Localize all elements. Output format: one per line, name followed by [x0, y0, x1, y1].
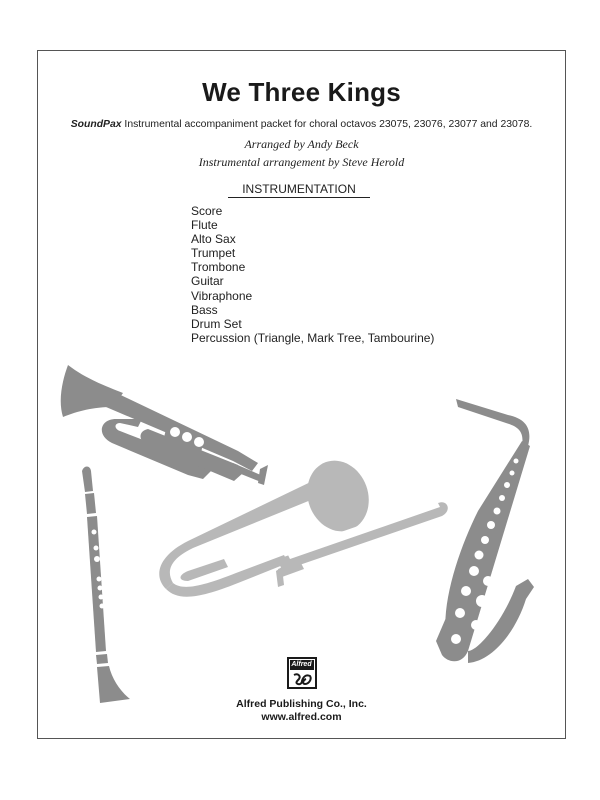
- alfred-logo: [287, 657, 317, 689]
- trumpet-icon: [61, 365, 268, 485]
- list-item: Guitar: [191, 274, 224, 289]
- product-description-text: Instrumental accompaniment packet for choral octavos 23075, 23076, 23077 and 23078.: [121, 119, 533, 130]
- list-item: Flute: [191, 218, 218, 233]
- list-item: Alto Sax: [191, 232, 236, 247]
- publisher-block: [38, 657, 565, 724]
- arranger-credit: Arranged by Andy Beck: [244, 137, 359, 151]
- publisher-url[interactable]: www.alfred.com: [261, 711, 342, 723]
- product-description: [38, 119, 565, 130]
- list-item: Vibraphone: [191, 288, 253, 303]
- song-title: We Three Kings: [202, 77, 401, 107]
- instrumentation-list: [191, 204, 434, 345]
- instrumental-arranger-credit: Instrumental arrangement by Steve Herold: [198, 155, 405, 169]
- cover-frame: [37, 50, 566, 739]
- list-item: Bass: [191, 302, 218, 317]
- trombone-icon: [159, 452, 448, 597]
- list-item: Trumpet: [191, 246, 236, 261]
- list-item: Score: [191, 204, 223, 218]
- instrumentation-heading: INSTRUMENTATION: [228, 181, 370, 198]
- saxophone-icon: [436, 399, 534, 663]
- list-item: Drum Set: [191, 316, 242, 331]
- alfred-logo-mark-icon: [292, 673, 312, 686]
- product-brand: SoundPax: [70, 119, 122, 130]
- publisher-name: Alfred Publishing Co., Inc.: [236, 698, 367, 710]
- list-item: Percussion (Triangle, Mark Tree, Tambourine): [191, 330, 435, 345]
- list-item: Trombone: [191, 260, 246, 275]
- alfred-logo-word: Alfred: [291, 661, 312, 668]
